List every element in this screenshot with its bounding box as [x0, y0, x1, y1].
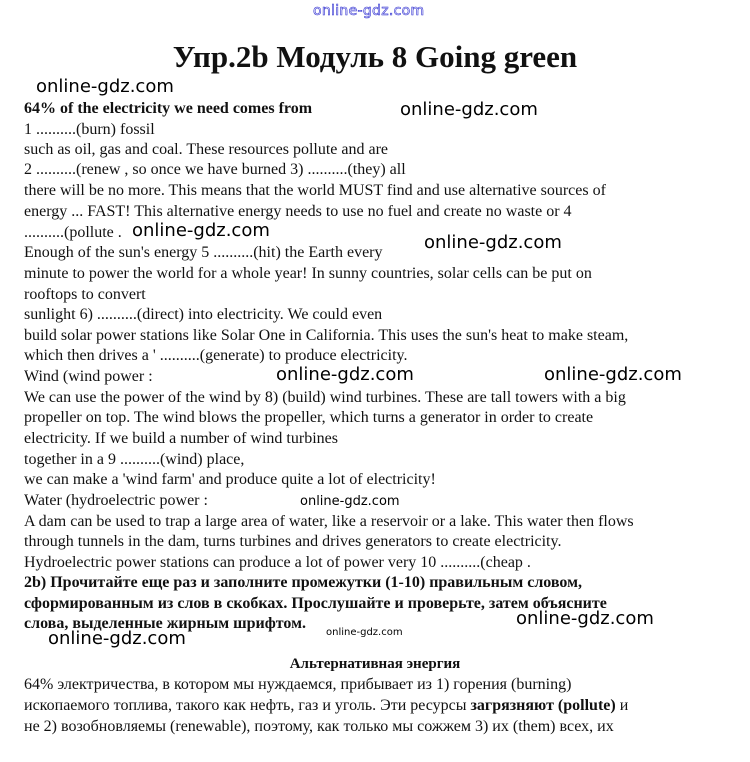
ru-line: не 2) возобновляемы (renewable), поэтому, как только мы сожжем 3) их (them) всех, их: [24, 718, 614, 735]
text-line: We can use the power of the wind by 8) (build) wind turbines. These are tall towers with a big: [24, 389, 626, 406]
text-line: such as oil, gas and coal. These resources pollute and are: [24, 141, 389, 158]
text-line: Water (hydroelectric power :: [24, 492, 208, 509]
watermark: online-gdz.com: [36, 76, 174, 97]
page-title: Упр.2b Модуль 8 Going green: [172, 39, 578, 74]
watermark: online-gdz.com: [132, 220, 270, 241]
text-line: A dam can be used to trap a large area of water, like a reservoir or a lake. This water then flows: [24, 513, 634, 530]
text-line: 1 ..........(burn) fossil: [24, 121, 155, 138]
ru-line-text: ископаемого топлива, такого как нефть, газ и уголь. Эти ресурсы: [24, 697, 471, 714]
text-line: through tunnels in the dam, turns turbines and drives generators to create electricity.: [24, 533, 562, 550]
watermark: online-gdz.com: [276, 364, 414, 385]
watermark-top: online-gdz.com: [313, 3, 425, 19]
text-line: we can make a 'wind farm' and produce quite a lot of electricity!: [24, 471, 436, 488]
watermark: online-gdz.com: [400, 99, 538, 120]
text-line: minute to power the world for a whole year! In sunny countries, solar cells can be put on: [24, 265, 592, 282]
watermark: online-gdz.com: [516, 608, 654, 629]
text-line: energy ... FAST! This alternative energy needs to use no fuel and create no waste or 4: [24, 203, 572, 220]
watermark: online-gdz.com: [300, 494, 400, 509]
ru-line-bold: загрязняют (pollute): [470, 697, 616, 714]
watermark: online-gdz.com: [544, 364, 682, 385]
text-line: there will be no more. This means that the world MUST find and use alternative sources of: [24, 182, 606, 199]
task-line: сформированным из слов в скобках. Прослушайте и проверьте, затем объясните: [24, 595, 607, 612]
text-line: Enough of the sun's energy 5 ..........(hit) the Earth every: [24, 244, 383, 261]
watermark: online-gdz.com: [48, 628, 186, 649]
ru-line: 64% электричества, в котором мы нуждаемся, прибывает из 1) горения (burning): [24, 676, 572, 693]
text-line: 64% of the electricity we need comes from: [24, 100, 313, 117]
task-line: 2b) Прочитайте еще раз и заполните промежутки (1-10) правильным словом,: [24, 574, 583, 591]
text-line: 2 ..........(renew , so once we have burned 3) ..........(they) all: [24, 161, 406, 178]
task-line: слова, выделенные жирным шрифтом.: [24, 615, 307, 632]
text-line: Wind (wind power :: [24, 368, 153, 385]
text-line: Hydroelectric power stations can produce a lot of power very 10 ..........(cheap .: [24, 554, 531, 571]
text-line: rooftops to convert: [24, 286, 146, 303]
text-line: electricity. If we build a number of wind turbines: [24, 430, 338, 447]
text-line: ..........(pollute .: [24, 224, 122, 241]
watermark: online-gdz.com: [326, 627, 403, 638]
ru-line: [24, 696, 628, 716]
ru-heading: Альтернативная энергия: [289, 656, 461, 672]
text-line: build solar power stations like Solar One in California. This uses the sun's heat to make steam,: [24, 327, 629, 344]
text-line: sunlight 6) ..........(direct) into electricity. We could even: [24, 306, 383, 323]
text-line: which then drives a ' ..........(generate) to produce electricity.: [24, 347, 408, 364]
ru-line-text: и: [615, 697, 629, 714]
text-line: propeller on top. The wind blows the propeller, which turns a generator in order to create: [24, 409, 594, 426]
text-line: together in a 9 ..........(wind) place,: [24, 451, 245, 468]
watermark: online-gdz.com: [424, 232, 562, 253]
